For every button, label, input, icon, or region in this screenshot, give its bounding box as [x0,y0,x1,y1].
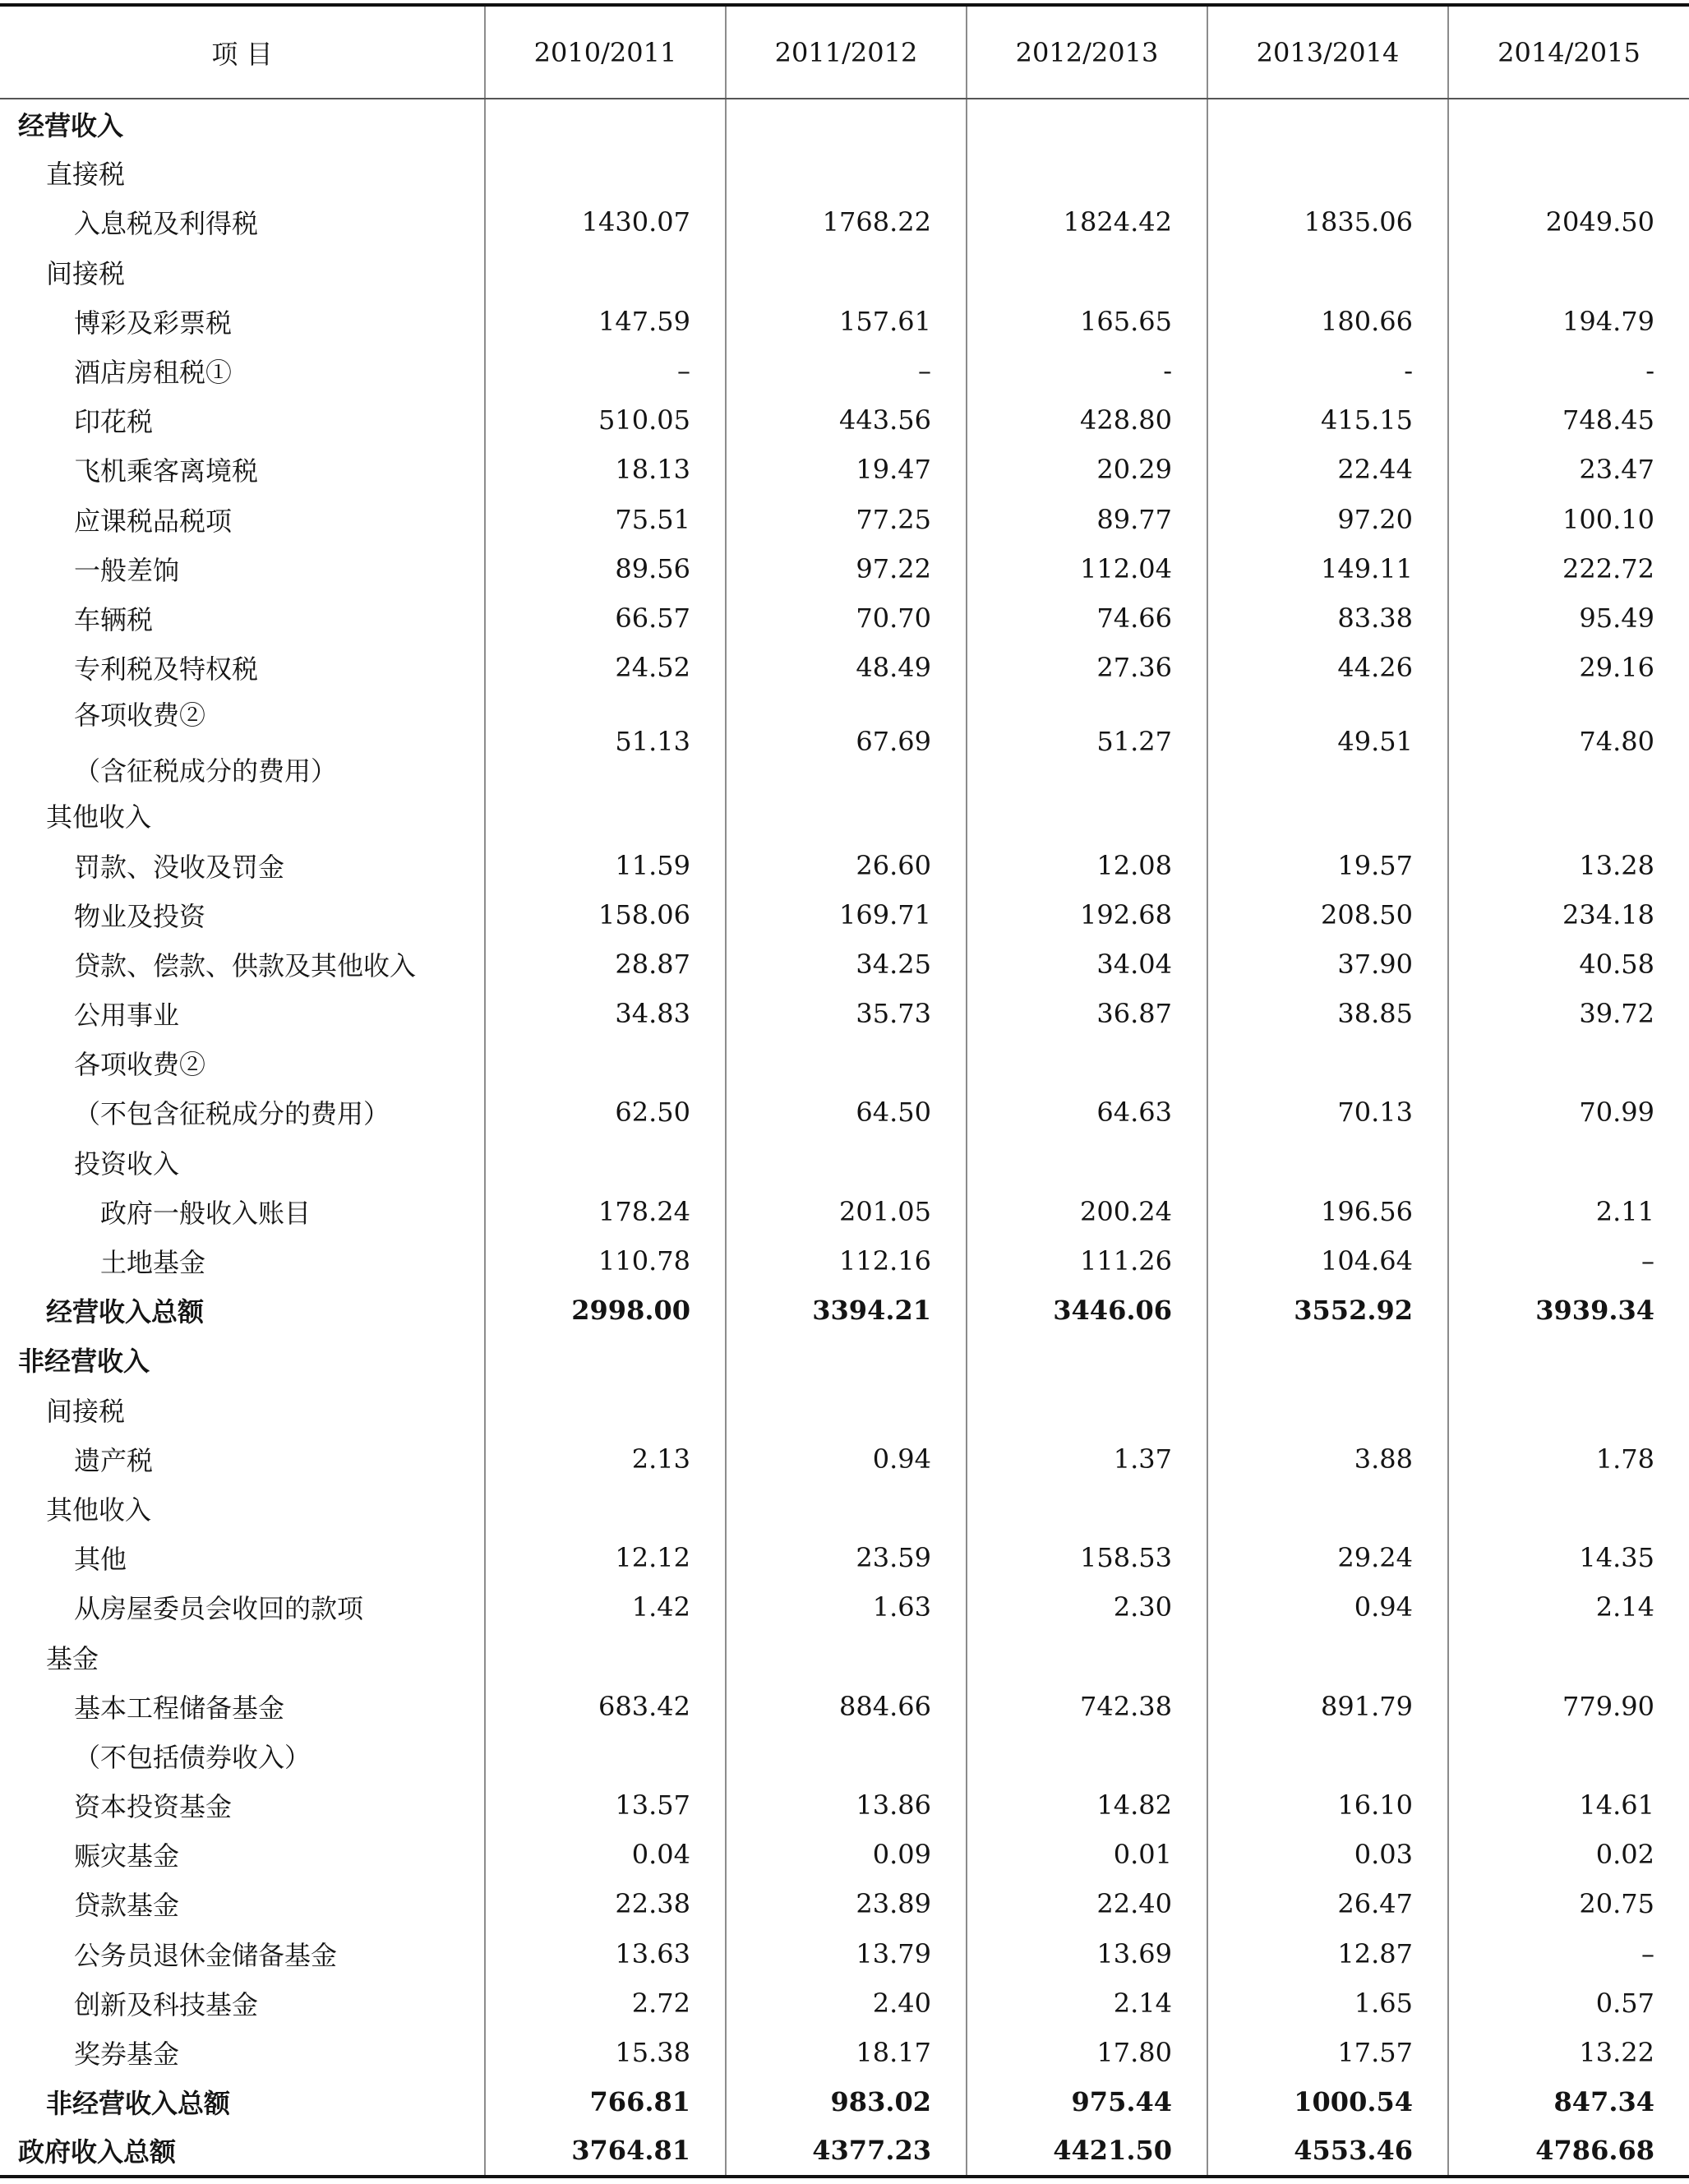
table-row [0,890,1689,940]
table-row [0,1286,1689,1335]
row-value [967,1335,1207,1384]
row-value: 0.04 [485,1830,726,1879]
row-value: 26.47 [1207,1879,1448,1928]
table-row [0,99,1689,148]
row-value [726,1731,967,1780]
row-value: 97.20 [1207,495,1448,544]
row-value: 77.25 [726,495,967,544]
table-row [0,1335,1689,1384]
table-row [0,495,1689,544]
row-value: 194.79 [1448,297,1689,346]
row-value: 66.57 [485,593,726,643]
row-value: 1.42 [485,1582,726,1632]
row-value: - [1448,346,1689,395]
table-row [0,148,1689,197]
row-value: 196.56 [1207,1187,1448,1236]
row-value: 3552.92 [1207,1286,1448,1335]
table-row [0,445,1689,494]
row-value: 112.16 [726,1236,967,1286]
table-row [0,1929,1689,1979]
row-value: 29.24 [1207,1533,1448,1582]
row-value: 15.38 [485,2028,726,2077]
row-value: 208.50 [1207,890,1448,940]
row-label: 创新及科技基金 [74,1988,259,2020]
row-value: 180.66 [1207,297,1448,346]
row-value: 165.65 [967,297,1207,346]
row-value: 4377.23 [726,2126,967,2176]
row-value [726,1385,967,1434]
row-value [1207,247,1448,297]
row-value [485,1138,726,1187]
row-value: 51.13 [485,692,726,791]
table-row [0,1632,1689,1681]
table-row [0,395,1689,445]
row-value: 178.24 [485,1187,726,1236]
row-value [1207,791,1448,840]
row-label: 公务员退休金储备基金 [74,1939,338,1971]
row-label: 从房屋委员会收回的款项 [74,1593,364,1625]
row-label: 投资收入 [74,1147,180,1180]
row-value: 891.79 [1207,1682,1448,1731]
row-value: 1000.54 [1207,2077,1448,2126]
row-value: 779.90 [1448,1682,1689,1731]
row-value [967,1385,1207,1434]
row-value [967,99,1207,148]
row-value: 2.30 [967,1582,1207,1632]
row-value [1448,1138,1689,1187]
row-value [485,148,726,197]
row-value [967,791,1207,840]
row-label: 酒店房租税① [74,357,233,389]
table-row [0,1385,1689,1434]
row-value: 13.86 [726,1780,967,1830]
table-row [0,1979,1689,2028]
revenue-table [0,3,1689,2178]
row-value: 14.82 [967,1780,1207,1830]
row-value: 23.59 [726,1533,967,1582]
row-value: 112.04 [967,544,1207,593]
row-value: 983.02 [726,2077,967,2126]
header-year: 2010/2011 [485,5,726,99]
row-value: 13.57 [485,1780,726,1830]
row-value [1207,1632,1448,1681]
row-label: 飞机乘客离境税 [74,455,259,487]
row-value: 158.53 [967,1533,1207,1582]
row-value: 510.05 [485,395,726,445]
row-value [726,1138,967,1187]
row-value [485,1632,726,1681]
row-value [1448,99,1689,148]
row-label: 应课税品税项 [74,505,233,537]
row-value: 13.69 [967,1929,1207,1979]
row-value [485,1484,726,1533]
header-year: 2012/2013 [967,5,1207,99]
row-value [1207,1038,1448,1087]
row-value: 0.03 [1207,1830,1448,1879]
header-year: 2014/2015 [1448,5,1689,99]
row-value: 40.58 [1448,940,1689,989]
row-value: 0.01 [967,1830,1207,1879]
row-label: 资本投资基金 [74,1791,233,1823]
table-header [0,5,1689,99]
row-value [967,1138,1207,1187]
table-row [0,643,1689,692]
table-row [0,1533,1689,1582]
row-value [1207,1731,1448,1780]
header-year: 2013/2014 [1207,5,1448,99]
row-value: 16.10 [1207,1780,1448,1830]
row-value: 1824.42 [967,197,1207,247]
table-row [0,1236,1689,1286]
row-value: 34.25 [726,940,967,989]
row-value [1448,1335,1689,1384]
row-value: 2.14 [967,1979,1207,2028]
table-row [0,346,1689,395]
row-value [1448,1038,1689,1087]
row-value: 1.65 [1207,1979,1448,2028]
row-value: 20.29 [967,445,1207,494]
row-value: 49.51 [1207,692,1448,791]
row-value [967,148,1207,197]
row-value [485,1385,726,1434]
row-value: 169.71 [726,890,967,940]
row-value: 847.34 [1448,2077,1689,2126]
row-value [726,791,967,840]
table-row [0,791,1689,840]
row-value: 18.17 [726,2028,967,2077]
table-row [0,297,1689,346]
row-value: 3939.34 [1448,1286,1689,1335]
row-value: 22.40 [967,1879,1207,1928]
table-body [0,99,1689,2177]
row-label: 政府一般收入账目 [100,1197,311,1229]
table-row [0,1434,1689,1484]
table-row [0,2028,1689,2077]
row-value: 104.64 [1207,1236,1448,1286]
row-label: 经营收入总额 [46,1296,205,1328]
table-row [0,2126,1689,2176]
row-value [1448,1731,1689,1780]
row-value: 75.51 [485,495,726,544]
row-value: 157.61 [726,297,967,346]
row-value: 4421.50 [967,2126,1207,2176]
row-value: – [1448,1929,1689,1979]
row-value: 0.02 [1448,1830,1689,1879]
row-value: 0.09 [726,1830,967,1879]
row-value: 29.16 [1448,643,1689,692]
row-value: 11.59 [485,840,726,889]
table-row [0,940,1689,989]
row-value [1448,247,1689,297]
row-value: 2.13 [485,1434,726,1484]
row-value: 64.50 [726,1087,967,1137]
row-label: （不包含征税成分的费用） [74,1098,390,1130]
row-value: 48.49 [726,643,967,692]
row-label: 遗产税 [74,1444,154,1476]
row-label: 罚款、没收及罚金 [74,851,285,883]
row-label: 一般差饷 [74,554,180,586]
row-value: 74.80 [1448,692,1689,791]
row-value: 3764.81 [485,2126,726,2176]
row-value: 62.50 [485,1087,726,1137]
row-value: 51.27 [967,692,1207,791]
row-label: 赈灾基金 [74,1840,180,1872]
row-label: 经营收入 [18,109,124,141]
table-row [0,1731,1689,1780]
row-value: 39.72 [1448,989,1689,1038]
row-value: 1768.22 [726,197,967,247]
row-value: 110.78 [485,1236,726,1286]
row-value: 70.70 [726,593,967,643]
row-value: - [967,346,1207,395]
row-value [1448,1632,1689,1681]
row-label: 奖券基金 [74,2039,180,2071]
row-value: 34.83 [485,989,726,1038]
row-value [1448,148,1689,197]
row-value: 37.90 [1207,940,1448,989]
row-label: 贷款、偿款、供款及其他收入 [74,949,417,981]
row-label: 物业及投资 [74,900,206,932]
row-value: 415.15 [1207,395,1448,445]
row-value: 27.36 [967,643,1207,692]
row-value: 12.12 [485,1533,726,1582]
row-value: 19.47 [726,445,967,494]
row-value: 428.80 [967,395,1207,445]
row-value: 200.24 [967,1187,1207,1236]
row-label-line2: （含征税成分的费用） [74,755,338,787]
row-label-line1: 各项收费② [74,700,206,732]
row-value [485,1038,726,1087]
row-label [0,692,485,791]
row-value [1448,1484,1689,1533]
row-value [485,791,726,840]
row-label: 其他收入 [46,801,152,833]
table-row [0,593,1689,643]
row-label: 其他 [74,1544,127,1576]
row-value: 22.38 [485,1879,726,1928]
row-value: 13.22 [1448,2028,1689,2077]
row-value [726,1335,967,1384]
table-row [0,1087,1689,1137]
row-value: 1.63 [726,1582,967,1632]
row-value: 4786.68 [1448,2126,1689,2176]
row-value: – [485,346,726,395]
row-label: （不包括债券收入） [74,1741,311,1773]
table-row [0,1138,1689,1187]
row-label: 基金 [46,1642,99,1674]
table-row [0,1187,1689,1236]
row-value: 2.40 [726,1979,967,2028]
row-value: 3394.21 [726,1286,967,1335]
row-label: 非经营收入 [18,1346,150,1378]
row-value [485,99,726,148]
row-value: 13.63 [485,1929,726,1979]
row-label: 车辆税 [74,603,154,635]
row-value: 19.57 [1207,840,1448,889]
row-value [726,99,967,148]
row-value: 975.44 [967,2077,1207,2126]
row-value [1207,1335,1448,1384]
row-value: 234.18 [1448,890,1689,940]
row-label: 专利税及特权税 [74,653,259,686]
row-value: 2049.50 [1448,197,1689,247]
row-label: 公用事业 [74,1000,180,1032]
table-row [0,197,1689,247]
row-value: 64.63 [967,1087,1207,1137]
row-value: 766.81 [485,2077,726,2126]
row-value: 20.75 [1448,1879,1689,1928]
row-label: 间接税 [46,1395,126,1427]
row-value: 0.94 [726,1434,967,1484]
row-value [1207,1385,1448,1434]
row-value: 1.37 [967,1434,1207,1484]
row-value: 74.66 [967,593,1207,643]
row-value: 17.57 [1207,2028,1448,2077]
row-value: 97.22 [726,544,967,593]
row-value: 748.45 [1448,395,1689,445]
row-value [485,1335,726,1384]
row-label: 印花税 [74,406,154,438]
row-value: 3446.06 [967,1286,1207,1335]
row-value: 83.38 [1207,593,1448,643]
row-value [1207,99,1448,148]
header-row [0,5,1689,99]
row-value: 28.87 [485,940,726,989]
row-label: 基本工程储备基金 [74,1692,285,1724]
table-row [0,544,1689,593]
row-value: 201.05 [726,1187,967,1236]
row-value: 3.88 [1207,1434,1448,1484]
row-value [967,1038,1207,1087]
row-label: 各项收费② [74,1049,206,1081]
row-value [726,1038,967,1087]
row-label: 直接税 [46,159,126,191]
row-value: 22.44 [1207,445,1448,494]
row-value [485,247,726,297]
row-label: 博彩及彩票税 [74,307,233,339]
table-row [0,2077,1689,2126]
row-value [1207,148,1448,197]
row-value: 35.73 [726,989,967,1038]
row-value: 2998.00 [485,1286,726,1335]
row-value [726,247,967,297]
table-row [0,247,1689,297]
table-row [0,989,1689,1038]
row-label: 土地基金 [100,1247,206,1279]
row-value: 158.06 [485,890,726,940]
table-row [0,692,1689,791]
row-value [726,1484,967,1533]
row-value [967,247,1207,297]
row-value: 44.26 [1207,643,1448,692]
row-value: 149.11 [1207,544,1448,593]
row-value: 14.61 [1448,1780,1689,1830]
row-value [1207,1138,1448,1187]
row-value: 89.56 [485,544,726,593]
table-row [0,1879,1689,1928]
row-value [726,148,967,197]
row-value: 2.11 [1448,1187,1689,1236]
row-value: 443.56 [726,395,967,445]
row-value: 742.38 [967,1682,1207,1731]
row-value: 70.13 [1207,1087,1448,1137]
table-row [0,1582,1689,1632]
row-value: 23.89 [726,1879,967,1928]
row-value: 34.04 [967,940,1207,989]
row-value: 67.69 [726,692,967,791]
row-value: 111.26 [967,1236,1207,1286]
row-value: 683.42 [485,1682,726,1731]
row-value: 18.13 [485,445,726,494]
row-label: 贷款基金 [74,1890,180,1922]
row-value: 17.80 [967,2028,1207,2077]
row-value: 2.14 [1448,1582,1689,1632]
row-value [967,1484,1207,1533]
row-value: – [726,346,967,395]
row-value: 13.79 [726,1929,967,1979]
row-value: 23.47 [1448,445,1689,494]
row-value [1448,791,1689,840]
row-value: - [1207,346,1448,395]
row-label: 入息税及利得税 [74,208,259,240]
row-label: 非经营收入总额 [46,2088,231,2120]
row-value: 100.10 [1448,495,1689,544]
table-row [0,1830,1689,1879]
row-value: 192.68 [967,890,1207,940]
row-value: 222.72 [1448,544,1689,593]
table-row [0,840,1689,889]
row-value: 13.28 [1448,840,1689,889]
header-year: 2011/2012 [726,5,967,99]
row-value: 12.08 [967,840,1207,889]
row-value: 24.52 [485,643,726,692]
row-value: 1835.06 [1207,197,1448,247]
table-row [0,1682,1689,1731]
row-label: 其他收入 [46,1494,152,1526]
header-item: 项 目 [0,5,485,99]
row-value: 95.49 [1448,593,1689,643]
row-label: 间接税 [46,257,126,289]
row-value: 14.35 [1448,1533,1689,1582]
row-value: 0.57 [1448,1979,1689,2028]
row-value [967,1731,1207,1780]
row-value: 89.77 [967,495,1207,544]
row-value [485,1731,726,1780]
row-value: 1.78 [1448,1434,1689,1484]
row-value: – [1448,1236,1689,1286]
row-value: 70.99 [1448,1087,1689,1137]
row-value: 0.94 [1207,1582,1448,1632]
row-value [1448,1385,1689,1434]
row-value: 26.60 [726,840,967,889]
row-value [1207,1484,1448,1533]
row-value: 147.59 [485,297,726,346]
row-value: 884.66 [726,1682,967,1731]
row-value: 1430.07 [485,197,726,247]
row-value: 36.87 [967,989,1207,1038]
table-row [0,1780,1689,1830]
row-value [967,1632,1207,1681]
row-value [726,1632,967,1681]
row-value: 2.72 [485,1979,726,2028]
row-value: 4553.46 [1207,2126,1448,2176]
table-row [0,1484,1689,1533]
row-label: 政府收入总额 [0,2126,485,2176]
row-value: 38.85 [1207,989,1448,1038]
table-row [0,1038,1689,1087]
row-value: 12.87 [1207,1929,1448,1979]
